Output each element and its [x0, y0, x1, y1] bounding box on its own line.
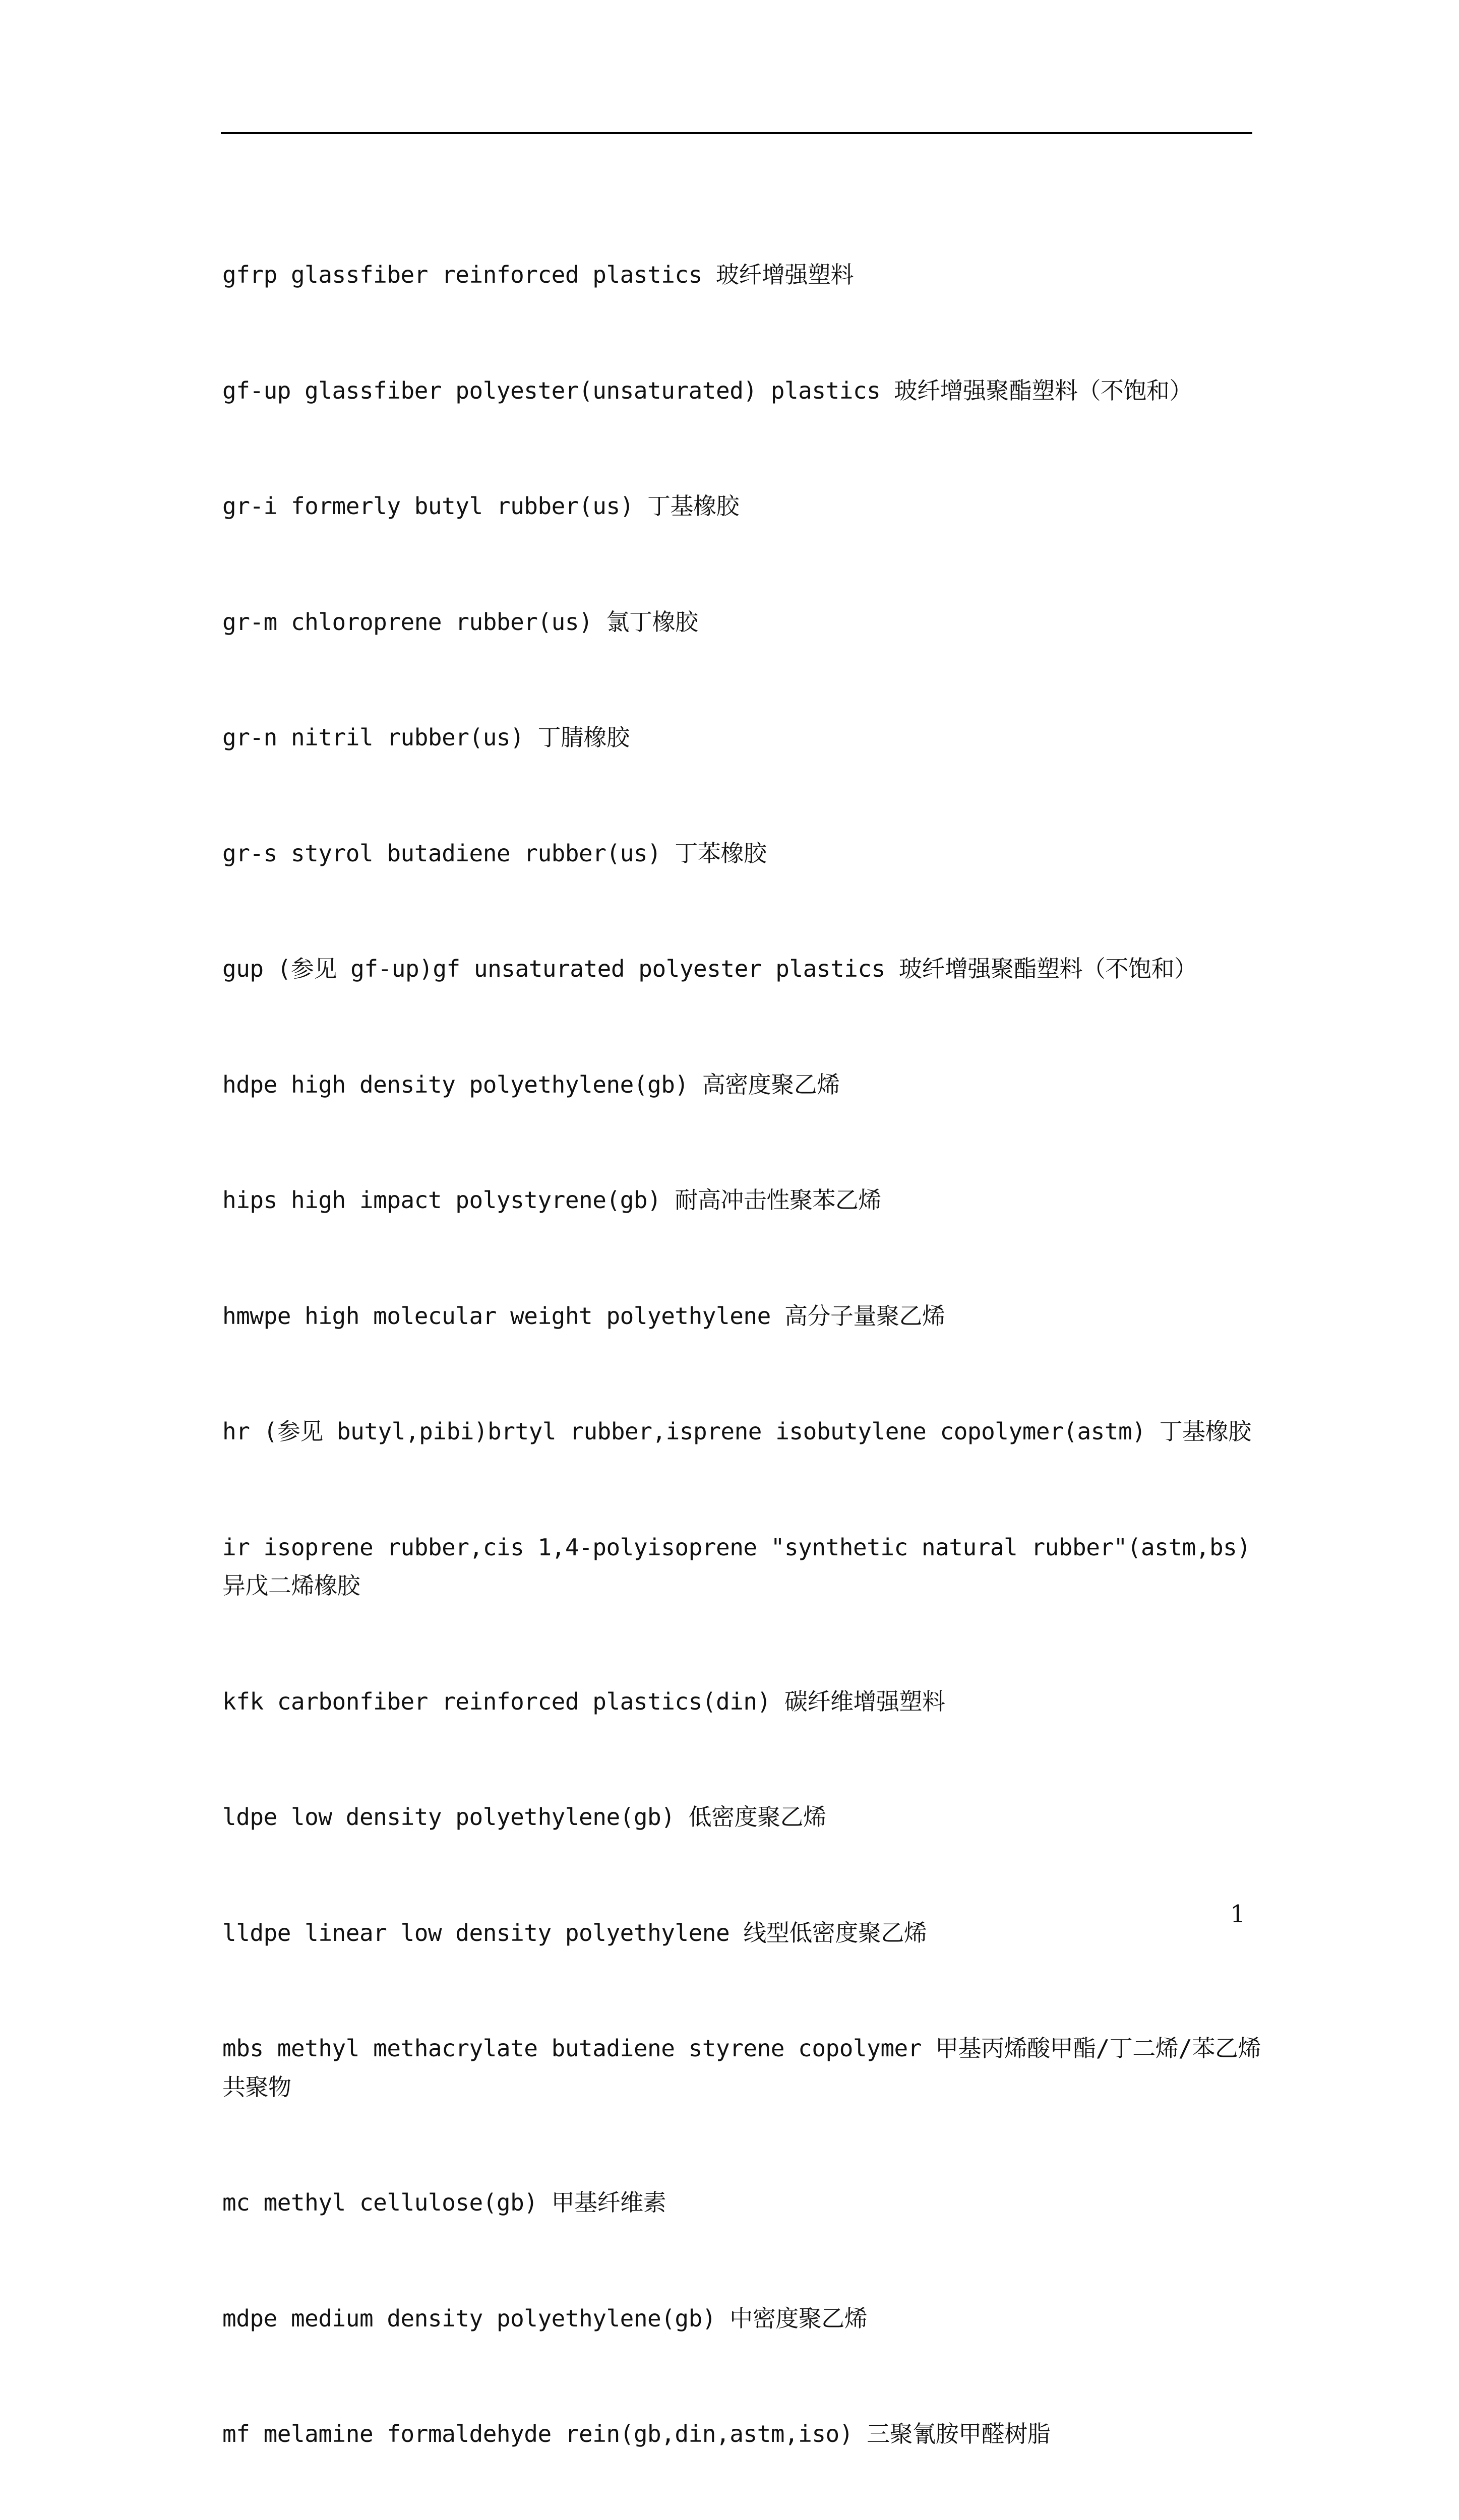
glossary-entry: hdpe high density polyethylene(gb) 高密度聚乙烯	[222, 1070, 840, 1098]
glossary-entry: hr (参见 butyl,pibi)brtyl rubber,isprene isobutylene copolymer(astm) 丁基橡胶	[222, 1418, 1251, 1445]
glossary-entry: hips high impact polystyrene(gb) 耐高冲击性聚苯乙烯	[222, 1186, 881, 1214]
glossary-entry: gup (参见 gf-up)gf unsaturated polyester plastics 玻纤增强聚酯塑料（不饱和）	[222, 955, 1197, 982]
glossary-entry: mdpe medium density polyethylene(gb) 中密度聚乙烯	[222, 2304, 868, 2332]
glossary-entry: hmwpe high molecular weight polyethylene 高分子量聚乙烯	[222, 1302, 945, 1330]
glossary-entry: kfk carbonfiber reinforced plastics(din) 碳纤维增强塑料	[222, 1687, 945, 1715]
glossary-entry: gr-n nitril rubber(us) 丁腈橡胶	[222, 724, 630, 751]
header-rule	[221, 132, 1252, 134]
glossary-entry: gr-m chloroprene rubber(us) 氯丁橡胶	[222, 608, 698, 636]
glossary-entry: lldpe linear low density polyethylene 线型低密度聚乙烯	[222, 1919, 927, 1946]
glossary-entry: mf melamine formaldehyde rein(gb,din,astm,iso) 三聚氰胺甲醛树脂	[222, 2420, 1051, 2447]
glossary-entries	[222, 178, 1264, 2520]
glossary-entry: ldpe low density polyethylene(gb) 低密度聚乙烯	[222, 1803, 826, 1831]
glossary-entry: gfrp glassfiber reinforced plastics 玻纤增强塑料	[222, 261, 854, 288]
glossary-entry: gr-i formerly butyl rubber(us) 丁基橡胶	[222, 492, 740, 520]
glossary-entry: ir isoprene rubber,cis 1,4-polyisoprene "synthetic natural rubber"(astm,bs) 异戊二烯橡胶	[222, 1533, 1264, 1599]
glossary-entry: gr-s styrol butadiene rubber(us) 丁苯橡胶	[222, 839, 767, 867]
glossary-entry: mbs methyl methacrylate butadiene styrene copolymer 甲基丙烯酸甲酯/丁二烯/苯乙烯共聚物	[222, 2035, 1261, 2101]
glossary-entry: mc methyl cellulose(gb) 甲基纤维素	[222, 2189, 666, 2216]
glossary-entry: gf-up glassfiber polyester(unsaturated) plastics 玻纤增强聚酯塑料（不饱和）	[222, 376, 1193, 404]
page-number: 1	[1230, 1900, 1246, 1928]
